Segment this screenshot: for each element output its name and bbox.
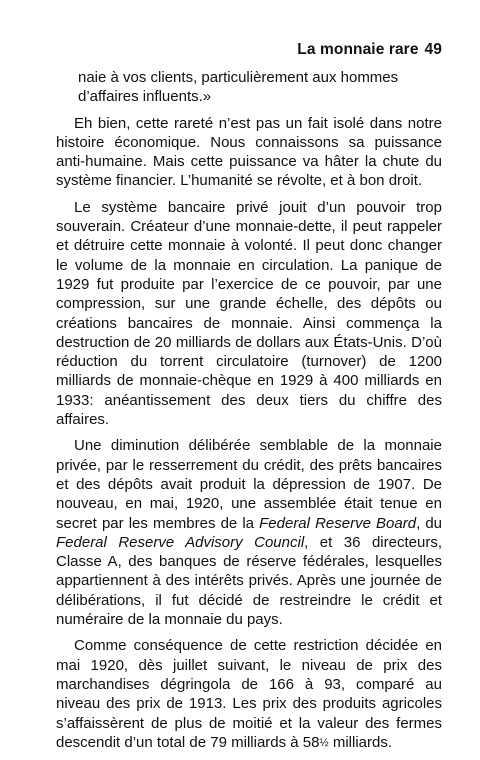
paragraph-4-text-b: milliards. bbox=[328, 733, 393, 751]
book-page bbox=[56, 40, 442, 753]
fraction-half: ½ bbox=[319, 736, 329, 749]
page-number: 49 bbox=[424, 41, 442, 58]
running-header bbox=[56, 40, 442, 60]
body-text bbox=[56, 68, 442, 753]
paragraph-2: Le système bancaire privé jouit d’un pouvoir trop souverain. Créateur d’une monnaie-dette, il peut rappeler et détruire cette monnaie à volonté. Il peut donc changer le volume de la monnaie en circulation. La panique de 1929 fut produite par l’exercice de ce pouvoir, par une compression, sur une grande échelle, des dépôts ou créations bancaires de monnaie. Ainsi commença la destruction de 20 milliards de dollars aux États-Unis. D’où réduction du torrent circulatoire (turnover) de 1200 milliards de monnaie-chèque en 1929 à 400 milliards en 1933: anéantissement des deux tiers du chiffre des affaires. bbox=[56, 198, 442, 429]
federal-reserve-advisory-council: Federal Reserve Advisory Council bbox=[56, 533, 305, 551]
quote-continuation: naie à vos clients, particulièrement aux hommes d’affaires influents.» bbox=[78, 69, 399, 106]
paragraph-3-text-e: , et 36 directeurs, Classe A, des banques de réserve fédérales, lesquelles appartiennent à des intérêts privés. Après une journée de délibérations, il fut décidé de restreindre le crédit et numéraire de la monnaie du pays. bbox=[56, 533, 442, 629]
paragraph-1: Eh bien, cette rareté n’est pas un fait isolé dans notre histoire économique. Nous connaissons sa puissance anti-humaine. Mais cette puissance va hâter la chute du système financier. L’humanité se révolte, et à bon droit. bbox=[56, 114, 442, 190]
paragraph-3-text-c: , du bbox=[416, 514, 443, 532]
chapter-title: La monnaie rare bbox=[297, 41, 419, 58]
paragraph-3 bbox=[56, 436, 442, 629]
paragraph-4 bbox=[56, 636, 442, 753]
paragraph-3-text-a: Une diminution délibérée semblable de la monnaie privée, par le resserrement du crédit, des prêts bancaires et des dépôts avait produit la dépression de 1907. De nouveau, en mai, 1920, une assemblée était tenue en secret par les membres de la bbox=[56, 437, 442, 532]
paragraph-4-text-a: Comme conséquence de cette restriction décidée en mai 1920, dès juillet suivant, le niveau de prix des marchandises dégringola de 166 à 93, comparé au niveau des prix de 1913. Les prix des produits agricoles s’affaissèrent de plus de moitié et la valeur des fermes descendit d’un total de 79 milliards à 58 bbox=[56, 637, 442, 751]
federal-reserve-board: Federal Reserve Board bbox=[259, 514, 417, 532]
